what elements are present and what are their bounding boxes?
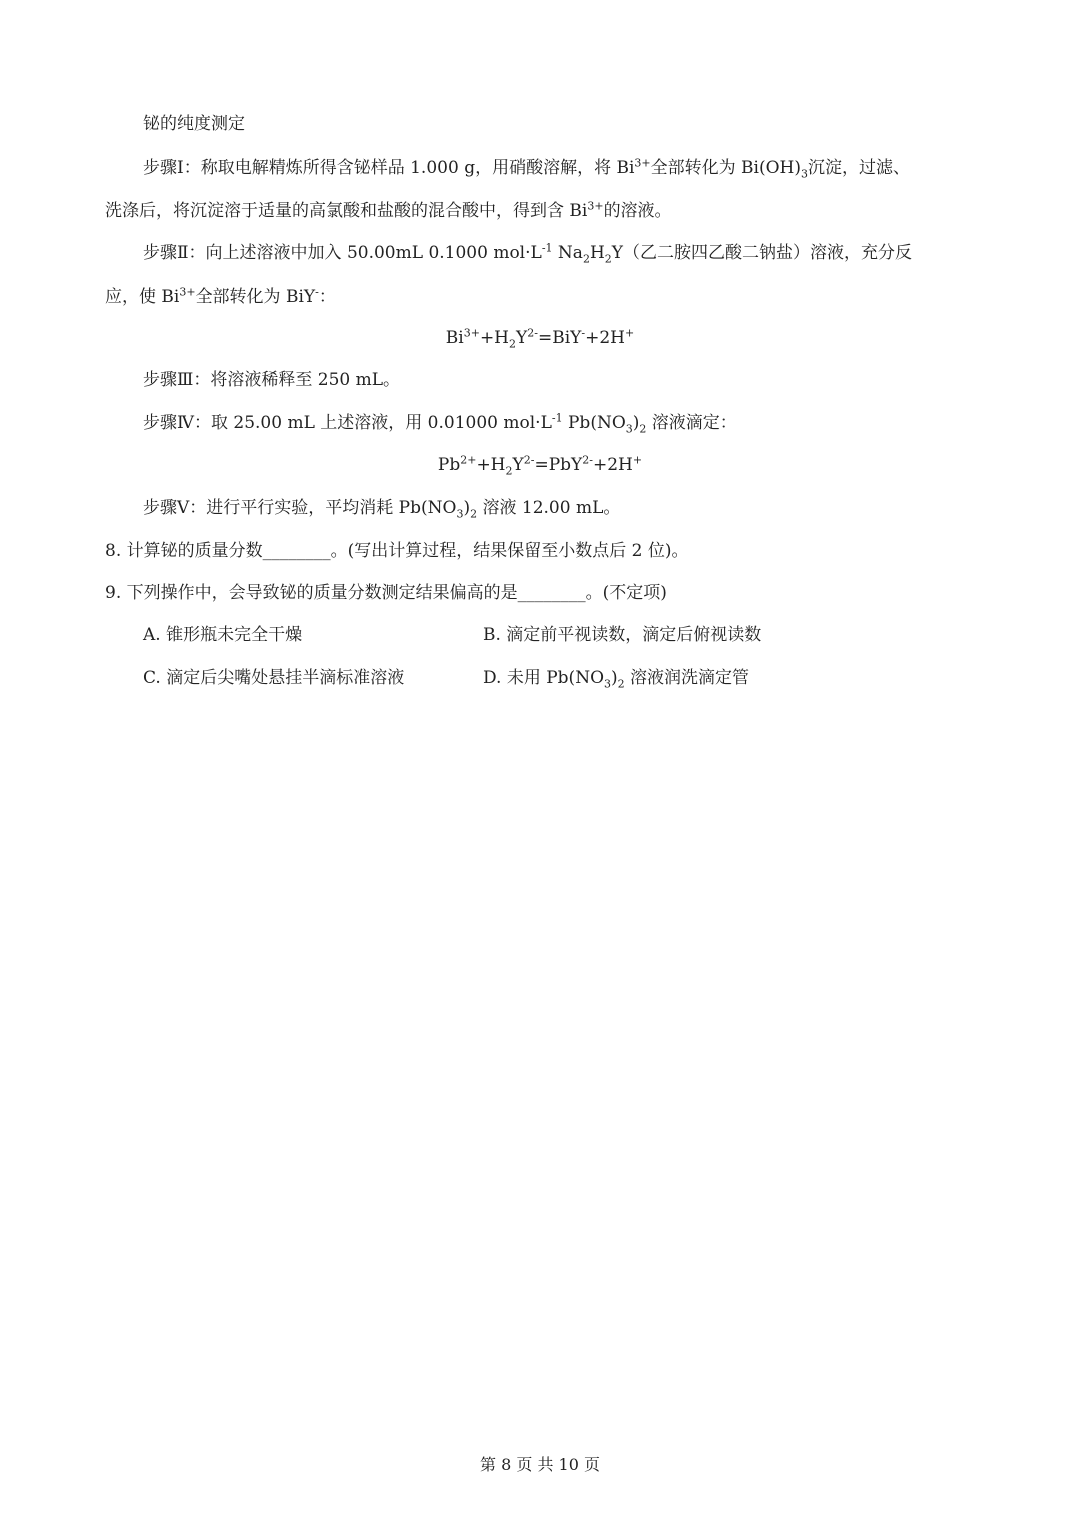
option-a: A. 锥形瓶未完全干燥 bbox=[143, 625, 303, 645]
step2-line1: 步骤Ⅱ：向上述溶液中加入 50.00mL 0.1000 $mol\cdot L^{-1}$ $Na_2H_2Y$（乙二胺四乙酸二钠盐）溶液，充分反 bbox=[143, 241, 913, 266]
option-d: D. 未用 $Pb(NO_3)_2$ 溶液润洗滴定管 bbox=[483, 668, 750, 691]
page-footer: 第 8 页 共 10 页 bbox=[480, 1455, 600, 1474]
step3: 步骤Ⅲ：将溶液稀释至 250 mL。 bbox=[143, 370, 401, 390]
section-title: 铋的纯度测定 bbox=[143, 114, 245, 134]
step2-line2: 应，使 $Bi^{3+}$全部转化为 BiY-： bbox=[105, 285, 336, 307]
step1-line1: 步骤Ⅰ：称取电解精炼所得含铋样品 1.000 g，用硝酸溶解，将 $Bi^{3+}$全部转化为 $Bi(OH)_3$沉淀，过滤、 bbox=[143, 156, 910, 181]
equation-bi: $Bi^{3+}+H_2Y^{2-}=BiY^-+2H^+$ bbox=[445, 326, 635, 351]
equation-pb: $Pb^{2+}+H_2Y^{2-}=PbY^{2-}+2H^+$ bbox=[437, 453, 643, 478]
question-9: 9. 下列操作中，会导致铋的质量分数测定结果偏高的是________。(不定项) bbox=[105, 583, 667, 603]
step5: 步骤Ⅴ：进行平行实验，平均消耗 $Pb(NO_3)_2$ 溶液 12.00 mL。 bbox=[143, 498, 621, 521]
option-b: B. 滴定前平视读数，滴定后俯视读数 bbox=[483, 625, 762, 645]
question-8: 8. 计算铋的质量分数________。(写出计算过程，结果保留至小数点后 2 位)。 bbox=[105, 541, 689, 561]
step4-line1: 步骤Ⅳ：取 25.00 mL 上述溶液，用 0.01000 $mol\cdot L^{-1}$ $Pb(NO_3)_2$ 溶液滴定： bbox=[143, 411, 737, 436]
step1-line2: 洗涤后，将沉淀溶于适量的高氯酸和盐酸的混合酸中，得到含 $Bi^{3+}$的溶液。 bbox=[105, 199, 672, 221]
option-c: C. 滴定后尖嘴处悬挂半滴标准溶液 bbox=[143, 668, 405, 688]
